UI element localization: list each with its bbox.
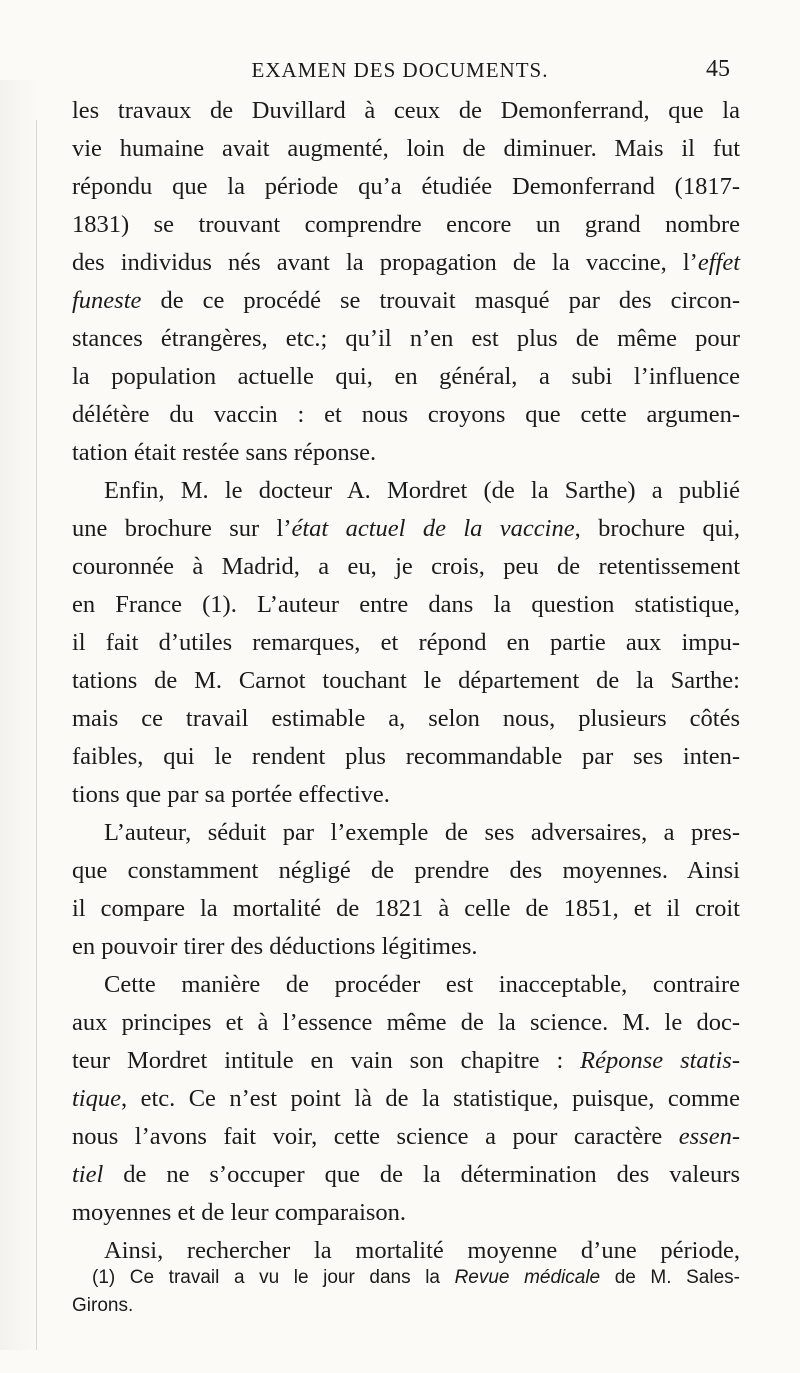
text-line: moyennes et de leur comparaison. [72,1199,407,1226]
text-line: couronnée à Madrid, a eu, je crois, peu de retentissement [72,553,740,580]
running-header: EXAMEN DES DOCUMENTS. [251,58,549,82]
text-line: la population actuelle qui, en général, a subi l’influence [72,363,740,390]
text-line: faibles, qui le rendent plus recommandable par ses inten- [72,743,740,770]
text-line: les travaux de Duvillard à ceux de Demonferrand, que la [72,97,740,124]
text-line: en pouvoir tirer des déductions légitimes. [72,933,478,960]
text-line: stances étrangères, etc.; qu’il n’en est plus de même pour [72,325,740,352]
text-line: funeste de ce procédé se trouvait masqué par des circon- [72,287,740,314]
text-line: Enfin, M. le docteur A. Mordret (de la Sarthe) a publié [104,477,740,504]
text-line: délétère du vaccin : et nous croyons que cette argumen- [72,401,740,428]
binding-gutter [0,80,40,1350]
text-line: vie humaine avait augmenté, loin de diminuer. Mais il fut [72,135,740,162]
text-line: tation était restée sans réponse. [72,439,377,466]
text-line: tions que par sa portée effective. [72,781,390,808]
footnote [72,1264,740,1320]
text-line: tique, etc. Ce n’est point là de la statistique, puisque, comme [72,1085,740,1112]
text-line: il fait d’utiles remarques, et répond en partie aux impu- [72,629,740,656]
text-line: L’auteur, séduit par l’exemple de ses adversaires, a pres- [104,819,740,846]
text-line: que constamment négligé de prendre des moyennes. Ainsi [72,857,740,884]
text-line: répondu que la période qu’a étudiée Demonferrand (1817- [72,173,740,200]
footnote-line: (1) Ce travail a vu le jour dans la Revue médicale de M. Sales- [92,1267,740,1288]
text-line: teur Mordret intitule en vain son chapitre : Réponse statis- [72,1047,740,1074]
text-line: mais ce travail estimable a, selon nous, plusieurs côtés [72,705,740,732]
text-line: tiel de ne s’occuper que de la détermination des valeurs [72,1161,740,1188]
text-line: des individus nés avant la propagation de la vaccine, l’effet [72,249,740,276]
gutter-line [36,120,37,1350]
text-line: aux principes et à l’essence même de la science. M. le doc- [72,1009,740,1036]
text-line: 1831) se trouvant comprendre encore un grand nombre [72,211,740,238]
text-line: en France (1). L’auteur entre dans la question statistique, [72,591,740,618]
page-number: 45 [706,56,730,82]
footnote-line: Girons. [72,1295,134,1316]
text-line: nous l’avons fait voir, cette science a pour caractère essen- [72,1123,740,1150]
text-line: une brochure sur l’état actuel de la vaccine, brochure qui, [72,515,740,542]
body-text [72,92,740,1270]
text-line: Ainsi, rechercher la mortalité moyenne d’une période, [104,1237,740,1264]
text-line: il compare la mortalité de 1821 à celle de 1851, et il croit [72,895,740,922]
text-line: Cette manière de procéder est inacceptable, contraire [104,971,740,998]
text-line: tations de M. Carnot touchant le département de la Sarthe: [72,667,740,694]
